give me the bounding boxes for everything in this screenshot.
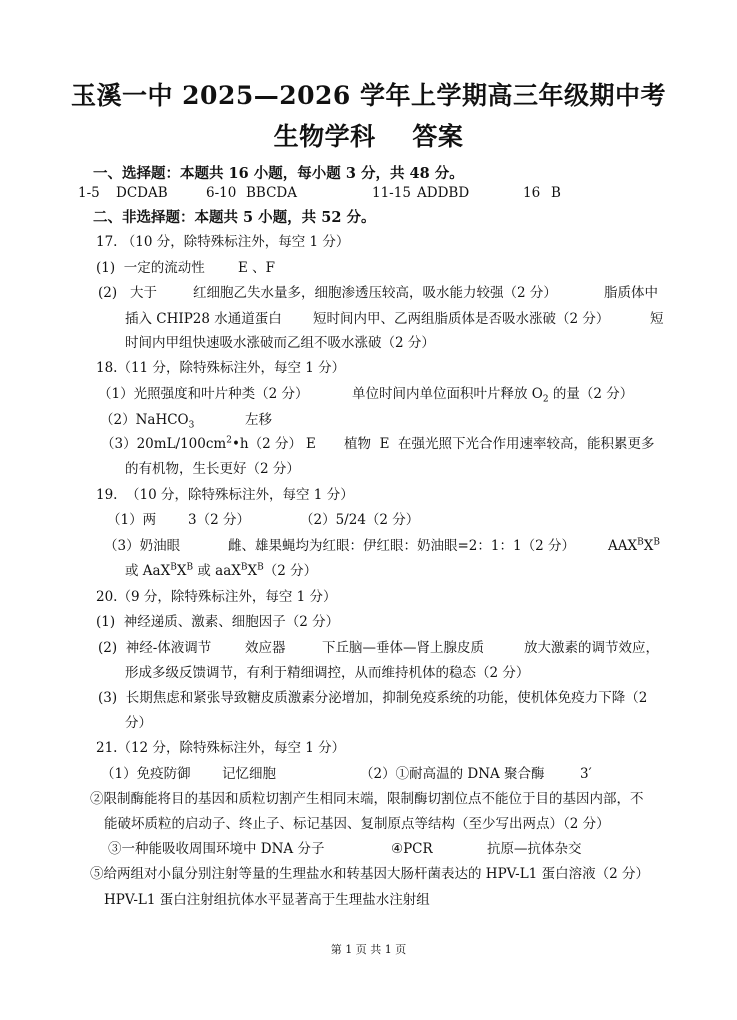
q19-answer-3: （3）奶油眼	[104, 538, 181, 554]
q21-heading: 21.（12 分，除特殊标注外，每空 1 分）	[96, 740, 346, 756]
choice-answer-3: ADDBD	[417, 185, 470, 201]
q17-answer-2d: 插入 CHIP28 水通道蛋白	[125, 311, 282, 327]
q18-heading: 18.（11 分，除特殊标注外，每空 1 分）	[96, 360, 346, 376]
q17-answer-1: (1) 一定的流动性	[96, 260, 205, 276]
choice-range-2: 6-10	[206, 185, 237, 201]
q20-answer-2c: 下丘脑—垂体—肾上腺皮质	[322, 640, 484, 656]
q20-answer-1: (1) 神经递质、激素、细胞因子（2 分）	[96, 614, 340, 630]
q20-answer-2e: 形成多级反馈调节，有利于精细调控，从而维持机体的稳态（2 分）	[125, 665, 530, 681]
section2-heading: 二、非选择题：本题共 5 小题，共 52 分。	[93, 209, 376, 226]
q18-answer-3: $(3)20mL/100cm^2•h(2$ 分）	[101, 435, 302, 452]
q17-heading: 17. （10 分，除特殊标注外，每空 1 分）	[96, 234, 350, 250]
q19-heading: 19. （10 分，除特殊标注外，每空 1 分）	[96, 487, 354, 503]
q18-answer-1b: 单位时间内单位面积叶片释放 $O_2$ 的量（2 分）	[352, 386, 634, 405]
q17-answer-2: (2) 大于	[98, 285, 157, 301]
q19-answer-3d: 或 $AaX^BX^B$ 或 $aaX^BX^B(2$ 分）	[125, 562, 318, 579]
q20-answer-3: (3) 长期焦虑和紧张导致糖皮质激素分泌增加，抑制免疫系统的功能，使机体免疫力下降（2	[98, 690, 648, 706]
q21-answer-1: （1）免疫防御	[101, 766, 191, 782]
q17-answer-2b: 红细胞乙失水量多，细胞渗透压较高，吸水能力较强（2 分）	[193, 285, 557, 301]
choice-answer-4: B	[551, 185, 561, 201]
choice-range-3: 11-15	[372, 185, 411, 201]
page-subtitle: 生物学科 答案	[273, 122, 464, 151]
q21-answer-4b: 抗原—抗体杂交	[487, 841, 582, 857]
q21-answer-5: ⑤给两组对小鼠分别注射等量的生理盐水和转基因大肠杆菌表达的 HPV-L1 蛋白溶液（2 分）	[90, 866, 649, 882]
q19-answer-3b: 雌、雄果蝇均为红眼：伊红眼：奶油眼=2：1：1（2 分）	[228, 538, 575, 554]
q21-answer-2c: ②限制酶能将目的基因和质粒切割产生相同末端，限制酶切割位点不能位于目的基因内部，不	[90, 791, 644, 807]
q17-answer-2f: 短	[650, 311, 664, 327]
q18-answer-3b: E	[306, 436, 316, 452]
q18-answer-2b: 左移	[245, 412, 272, 428]
q21-answer-1b: 记忆细胞	[222, 766, 276, 782]
choice-range-1: 1-5	[78, 185, 100, 201]
q20-heading: 20.（9 分，除特殊标注外，每空 1 分）	[96, 589, 337, 605]
section1-heading: 一、选择题：本题共 16 小题，每小题 3 分，共 48 分。	[93, 165, 464, 182]
q21-answer-3: ③一种能吸收周围环境中 DNA 分子	[108, 841, 325, 857]
q17-answer-2c: 脂质体中	[604, 285, 658, 301]
q20-answer-2: (2) 神经-体液调节	[98, 640, 212, 656]
q17-answer-1b: E 、F	[238, 260, 276, 276]
q19-answer-1: （1）两	[107, 512, 157, 528]
q18-answer-1: （1）光照强度和叶片种类（2 分）	[98, 386, 309, 402]
q21-answer-5b: HPV-L1 蛋白注射组抗体水平显著高于生理盐水注射组	[104, 892, 430, 908]
q20-answer-3b: 分）	[125, 715, 152, 731]
q21-answer-4: ④PCR	[391, 841, 433, 857]
q19-answer-3c: $AAX^BX^B$	[608, 537, 660, 554]
choice-answer-2: BBCDA	[246, 185, 297, 201]
page-footer: 第 1 页 共 1 页	[330, 943, 407, 956]
q19-answer-1b: 3（2 分）	[188, 512, 250, 528]
q21-answer-2: （2）①耐高温的 DNA 聚合酶	[360, 766, 545, 782]
q18-answer-3d: 的有机物，生长更好（2 分）	[125, 461, 300, 477]
q17-answer-2e: 短时间内甲、乙两组脂质体是否吸水涨破（2 分）	[313, 311, 610, 327]
q17-answer-2g: 时间内甲组快速吸水涨破而乙组不吸水涨破（2 分）	[125, 335, 435, 351]
q18-answer-2: （2）NaHCO$_3$	[100, 412, 195, 431]
q21-answer-2b: 3′	[580, 766, 592, 782]
choice-answer-1: DCDAB	[116, 185, 168, 201]
page-title: 玉溪一中 2025—2026 学年上学期高三年级期中考	[70, 81, 667, 110]
q21-answer-2d: 能破坏质粒的启动子、终止子、标记基因、复制原点等结构（至少写出两点）（2 分）	[104, 816, 610, 832]
choice-range-4: 16	[523, 185, 541, 201]
q18-answer-3c: 植物 E 在强光照下光合作用速率较高，能积累更多	[344, 436, 655, 452]
q19-answer-2: （2）5/24（2 分）	[300, 512, 420, 528]
q20-answer-2b: 效应器	[245, 640, 286, 656]
q20-answer-2d: 放大激素的调节效应，	[524, 640, 659, 656]
